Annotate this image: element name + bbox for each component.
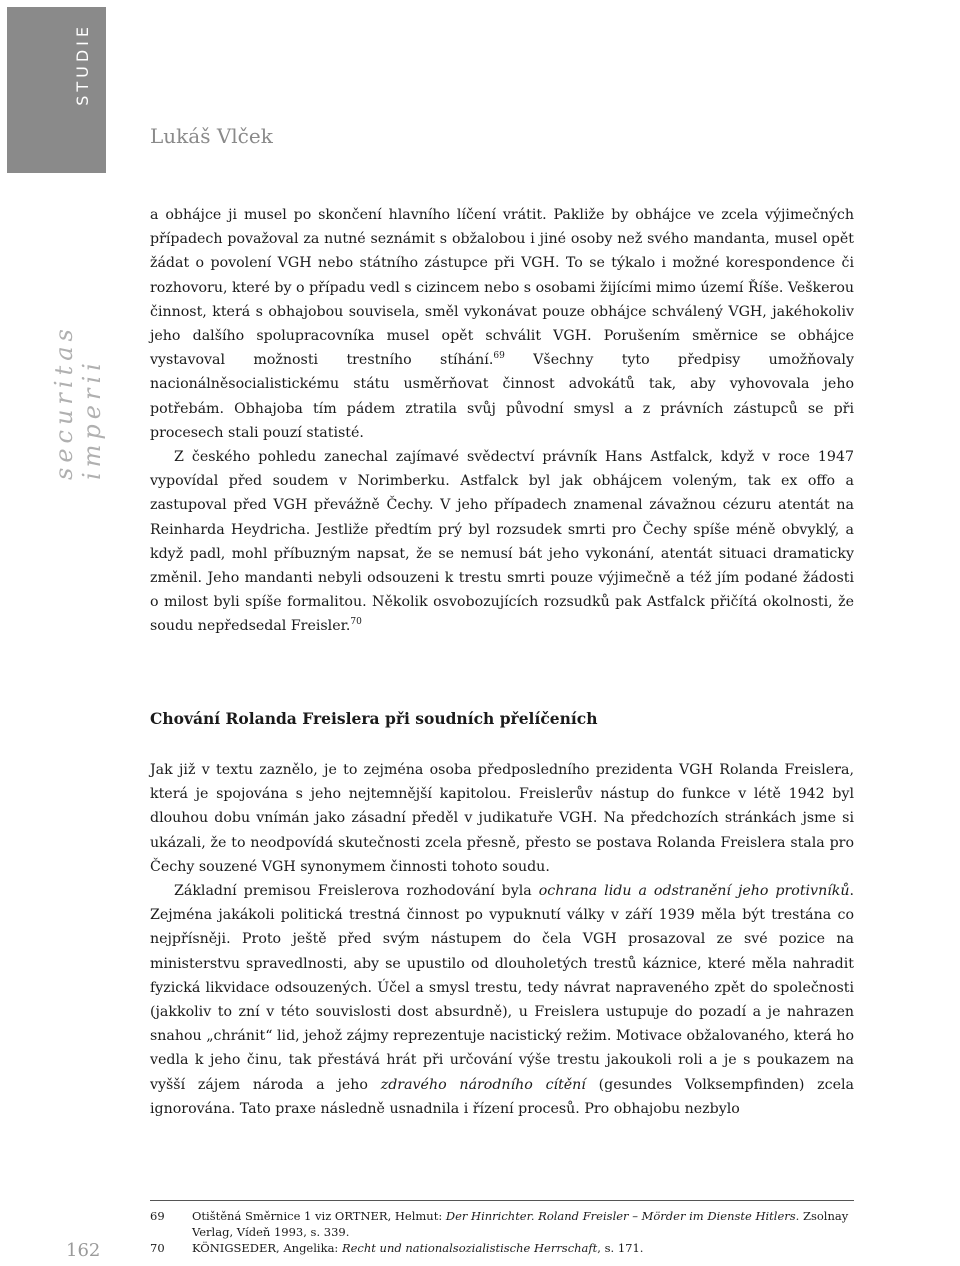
paragraph: Z českého pohledu zanechal zajímavé svědectví právník Hans Astfalck, když v roce 1947 vypovídal před soudem v Norimberku. Astfalck byl jak obhájcem voleným, tak ex offo a zastupoval před VGH převážně Čechy. V jeho případech znamenal závažnou cézuru atentát na Reinharda Heydricha. Jestliže předtím prý byl rozsudek smrti pro Čechy spíše méně obvyklý, a když padl, mohl příbuzným napsat, že se nemusí bát jeho vykonání, atentát situaci dramaticky změnil. Jeho mandanti nebyli odsouzeni k trestu smrti pouze výjimečně a též jím podané žádosti o milost byli spíše formalitou. Několik osvobozujících rozsudků pak Astfalck přičítá okolnosti, že soudu nepředsedal Freisler.$^{70}$ xyxy=(150,449,854,635)
footnotes xyxy=(150,1208,854,1256)
footnote xyxy=(150,1240,854,1256)
page-number: 162 xyxy=(66,1240,101,1261)
footnote-ref: 69 xyxy=(493,351,505,362)
journal-name: securitas imperii xyxy=(50,324,106,480)
paragraph: Jak již v textu zaznělo, je to zejména osoba předposledního prezidenta VGH Rolanda Freislera, která je spojována s jeho nejtemnější kapitolou. Freislerův nástup do funkce v létě 1942 byl dlouhou dobu vnímán jako zásadní předěl v judikatuře VGH. Na předchozích stránkách jsme si ukázali, že to neodpovídá skutečnosti zcela přesně, přesto se postava Rolanda Freislera stala pro Čechy souzené VGH synonymem činnosti tohoto soudu. xyxy=(150,762,854,875)
footnote xyxy=(150,1208,854,1240)
body-text-bottom xyxy=(150,758,854,1121)
footnote-number: 69 xyxy=(150,1209,165,1223)
section-heading: Chování Rolanda Freislera při soudních přelíčeních xyxy=(150,709,598,728)
section-label: STUDIE xyxy=(73,23,92,106)
section-tab xyxy=(7,7,106,173)
footnote-divider xyxy=(150,1200,854,1201)
paragraph: Základní premisou Freislerova rozhodování byla ochrana lidu a odstranění jeho protivníků. Zejména jakákoli politická trestná činnost po vypuknutí války v září 1939 měla být trestána co nejpřísněji. Proto ještě před svým nástupem do čela VGH prosazoval ze své pozice na ministerstvu spravedlnosti, aby se upustilo od dlouholetých trestů káznice, které měla nahradit fyzická likvidace odsouzených. Účel a smysl trestu, tedy návrat napraveného zpět do společnosti (jakkoliv to zní v této souvislosti dost absurdně), u Freislera ustupuje do pozadí a je nahrazen snahou „chránit“ lid, jehož zájmy reprezentuje nacistický režim. Motivace obžalovaného, která ho vedla k jeho činu, tak přestává hrát při určování výše trestu jakoukoli roli a je s poukazem na vyšší zájem národa a jeho zdravého národního cítění (gesundes Volksempfinden) zcela ignorována. Tato praxe následně usnadnila i řízení procesů. Pro obhajobu nezbylo xyxy=(150,883,854,1117)
author-name: Lukáš Vlček xyxy=(150,124,273,148)
footnote-text: Otištěná Směrnice 1 viz ORTNER, Helmut: Der Hinrichter. Roland Freisler – Mörder im Dienste Hitlers. Zsolnay Verlag, Vídeň 1993, s. 339. xyxy=(192,1209,849,1239)
footnote-ref: 70 xyxy=(350,617,362,628)
footnote-text: KÖNIGSEDER, Angelika: Recht und nationalsozialistische Herrschaft, s. 171. xyxy=(192,1241,644,1255)
body-text-top xyxy=(150,203,854,639)
paragraph: a obhájce ji musel po skončení hlavního líčení vrátit. Pakliže by obhájce ve zcela výjimečných případech považoval za nutné seznámit s obžalobou i jiné osoby než svého mandanta, musel opět žádat o povolení VGH nebo státního zástupce při VGH. To se týkalo i možné korespondence či rozhovoru, které by o případu vedl s cizincem nebo s osobami žijícími mimo území Říše. Veškerou činnost, která s obhajobou souvisela, směl vykonávat pouze obhájce schválený VGH, jakéhokoliv jeho dalšího spolupracovníka musel opět schválit VGH. Porušením směrnice se obhájce vystavoval možnosti trestního stíhání.$^{69}$ Všechny tyto předpisy umožňovaly nacionálněsocialistickému státu usměrňovat činnost advokátů tak, aby vyhovovala jeho potřebám. Obhajoba tím pádem ztratila svůj původní smysl a z právních zástupců se při procesech stali pouzí statisté. xyxy=(150,207,854,441)
footnote-number: 70 xyxy=(150,1241,165,1255)
